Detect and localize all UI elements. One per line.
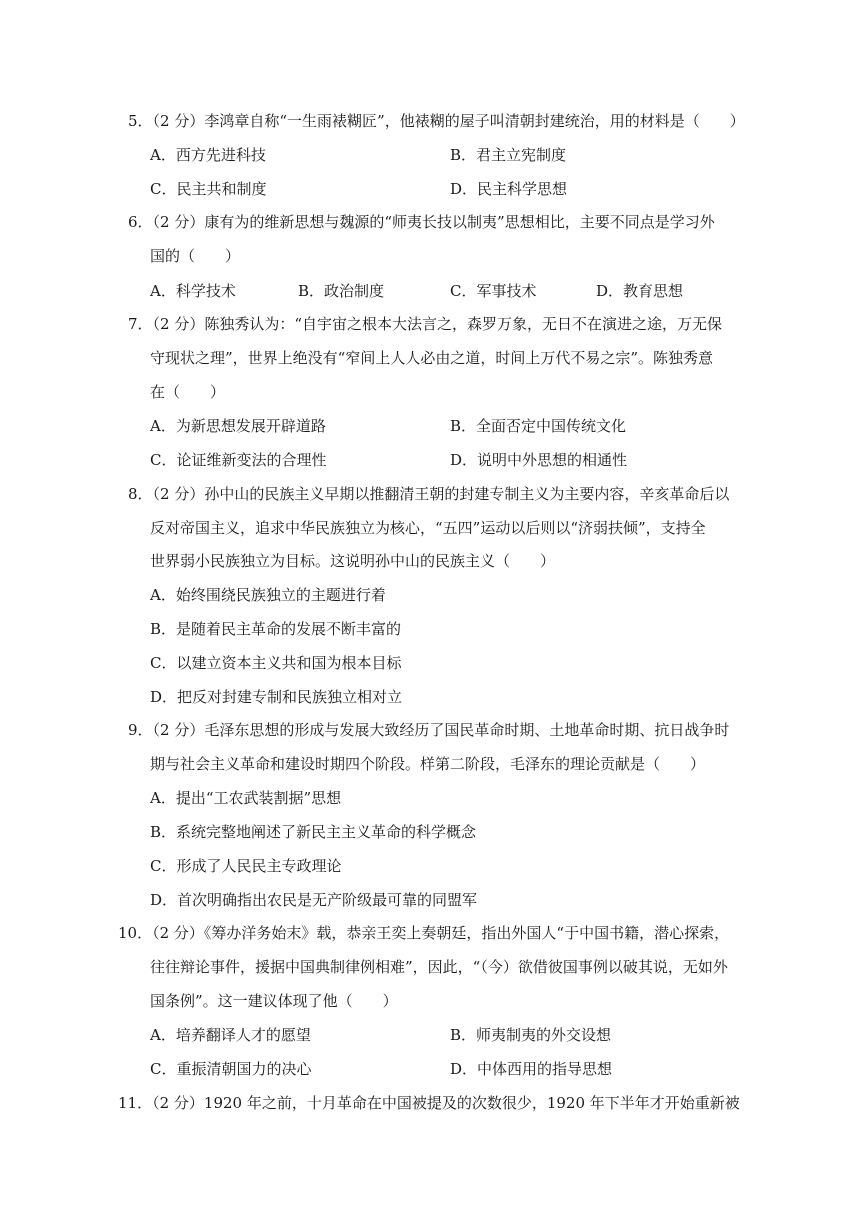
question-number: 11． bbox=[118, 1094, 153, 1112]
question-number: 8． bbox=[128, 485, 153, 503]
question-text: 世界弱小民族独立为目标。这说明孙中山的民族主义（ ） bbox=[150, 552, 556, 570]
option-a: A．培养翻译人才的愿望 bbox=[150, 1026, 311, 1044]
question-text: （2 分）1920 年之前，十月革命在中国被提及的次数很少，1920 年下半年才开始重新被 bbox=[152, 1094, 740, 1112]
option-c: C．论证维新变法的合理性 bbox=[150, 451, 327, 469]
question-number: 9． bbox=[128, 721, 153, 739]
question-7-stem bbox=[128, 314, 722, 334]
question-text: 在（ ） bbox=[150, 383, 226, 401]
option-a: A．为新思想发展开辟道路 bbox=[150, 417, 326, 435]
question-text: （2 分）《筹办洋务始末》载，恭亲王奕上奏朝廷，指出外国人“于中国书籍，潜心探索， bbox=[152, 924, 730, 942]
option-d: D．教育思想 bbox=[596, 282, 684, 300]
option-b: B．君主立宪制度 bbox=[450, 146, 567, 164]
question-text: （2 分）孙中山的民族主义早期以推翻清王朝的封建专制主义为主要内容，辛亥革命后以 bbox=[152, 485, 730, 503]
question-text: 反对帝国主义，追求中华民族独立为核心，“五四”运动以后则以“济弱扶倾”，支持全 bbox=[150, 519, 706, 537]
option-a: A．西方先进科技 bbox=[150, 146, 266, 164]
question-text: （2 分）陈独秀认为：“自宇宙之根本大法言之，森罗万象，无日不在演进之途，万无保 bbox=[152, 315, 723, 333]
option-d: D．把反对封建专制和民族独立相对立 bbox=[150, 688, 403, 706]
question-number: 5． bbox=[128, 112, 153, 130]
question-text: 守现状之理”，世界上绝没有“窄间上人人必由之道，时间上万代不易之宗”。陈独秀意 bbox=[150, 349, 714, 367]
question-number: 6． bbox=[128, 213, 153, 231]
option-c: C．重振清朝国力的决心 bbox=[150, 1060, 312, 1078]
option-d: D．民主科学思想 bbox=[450, 180, 568, 198]
option-b: B．政治制度 bbox=[298, 282, 385, 300]
option-d: D．说明中外思想的相通性 bbox=[450, 451, 628, 469]
question-text: （2 分）李鸿章自称“一生雨裱糊匠”，他裱糊的屋子叫清朝封建统治，用的材料是（ ） bbox=[152, 112, 745, 130]
option-d: D．首次明确指出农民是无产阶级最可靠的同盟军 bbox=[150, 891, 478, 909]
question-text: 往往辩论事件，援据中国典制律例相难”，因此，“（今）欲借彼国事例以破其说，无如外 bbox=[150, 958, 728, 976]
question-10-stem bbox=[118, 923, 729, 943]
option-b: B．全面否定中国传统文化 bbox=[450, 417, 627, 435]
question-number: 7． bbox=[128, 315, 153, 333]
option-c: C．以建立资本主义共和国为根本目标 bbox=[150, 654, 402, 672]
question-5-stem bbox=[128, 111, 745, 131]
option-a: A．始终围绕民族独立的主题进行着 bbox=[150, 586, 386, 604]
option-b: B．师夷制夷的外交设想 bbox=[450, 1026, 612, 1044]
option-d: D．中体西用的指导思想 bbox=[450, 1060, 613, 1078]
question-text: （2 分）康有为的维新思想与魏源的“师夷长技以制夷”思想相比，主要不同点是学习外 bbox=[152, 213, 715, 231]
option-b: B．是随着民主革命的发展不断丰富的 bbox=[150, 620, 402, 638]
question-text: （2 分）毛泽东思想的形成与发展大致经历了国民革命时期、土地革命时期、抗日战争时 bbox=[152, 721, 730, 739]
question-text: 国条例”。这一建议体现了他（ ） bbox=[150, 992, 398, 1010]
option-b: B．系统完整地阐述了新民主主义革命的科学概念 bbox=[150, 823, 477, 841]
option-a: A．提出“工农武装割据”思想 bbox=[150, 789, 342, 807]
option-a: A．科学技术 bbox=[150, 282, 236, 300]
option-c: C．军事技术 bbox=[450, 282, 537, 300]
question-11-stem bbox=[118, 1093, 740, 1113]
option-c: C．民主共和制度 bbox=[150, 180, 267, 198]
question-number: 10． bbox=[118, 924, 153, 942]
question-9-stem bbox=[128, 720, 729, 740]
question-text: 国的（ ） bbox=[150, 247, 241, 265]
question-6-stem bbox=[128, 212, 715, 232]
option-c: C．形成了人民民主专政理论 bbox=[150, 857, 342, 875]
question-text: 期与社会主义革命和建设时期四个阶段。样第二阶段，毛泽东的理论贡献是（ ） bbox=[150, 755, 706, 773]
question-8-stem bbox=[128, 484, 729, 504]
